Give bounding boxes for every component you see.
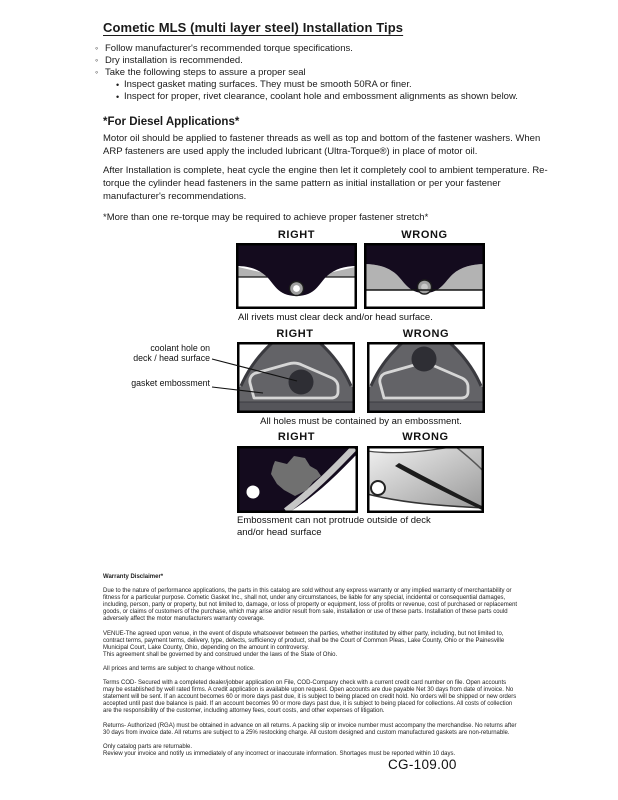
warranty-disclaimer-heading: Warranty Disclaimer*	[103, 574, 164, 580]
prices-terms-line: All prices and terms are subject to change without notice.	[103, 665, 255, 672]
fig1-right-diagram	[236, 243, 357, 309]
list-item: • Inspect for proper, rivet clearance, coolant hole and embossment alignments as shown below.	[116, 91, 555, 103]
list-item: ◦ Take the following steps to assure a proper seal	[95, 67, 555, 79]
diesel-paragraph-3: *More than one re-torque may be required to achieve proper fastener stretch*	[103, 212, 429, 223]
fig2-callout-coolant-hole: coolant hole on deck / head surface	[133, 343, 210, 363]
fig2-wrong-label: WRONG	[402, 328, 450, 340]
page-title: Cometic MLS (multi layer steel) Installation Tips	[103, 20, 404, 35]
fig1-right-label: RIGHT	[277, 229, 316, 241]
installation-tips-list	[95, 43, 555, 103]
disclaimer-paragraph: Due to the nature of performance applications, the parts in this catalog are sold without any express warranty or any implied warranty of merchantability or fitness for a particular purpose. Cometic Gasket Inc., shall not, under any circumstances, be liable for any special, incidental or consequential damages, including, person, party or property, but not limited to, damage, or loss of property or equipment, loss of profits or revenue, cost of purchased or replacement goods, or claims of customers of the purchase, which may arise and/or result from sale, installation or use of these parts. Installation of these parts could adversely affect the motor manufacturers warranty coverage.	[103, 588, 518, 623]
fig2-callout-lines	[110, 340, 370, 400]
warranty-disclaimer-block	[103, 574, 519, 765]
fig3-right-diagram	[237, 446, 358, 513]
list-item: ◦ Follow manufacturer's recommended torque specifications.	[95, 43, 555, 55]
venue-paragraph: VENUE-The agreed upon venue, in the event of dispute whatsoever between the parties, whether instituted by either party, including, but not limited to, contract terms, payment terms, delivery, type, defects, sufficiency of product, shall be the Court of Common Pleas, Lake County, Ohio or the Painesville Municipal Court, Lake County, Ohio, depending on the amount in controversy.	[103, 630, 505, 651]
diesel-applications-heading: *For Diesel Applications*	[103, 116, 240, 128]
fig3-wrong-label: WRONG	[402, 431, 449, 443]
fig2-caption: All holes must be contained by an embossment.	[260, 416, 462, 427]
catalog-parts-line: Only catalog parts are returnable.	[103, 743, 193, 750]
fig3-caption: Embossment can not protrude outside of deck and/or head surface	[237, 515, 431, 538]
fig1-wrong-label: WRONG	[401, 229, 448, 241]
returns-paragraph: Returns- Authorized (RGA) must be obtained in advance on all returns. A packing slip or invoice number must accompany the merchandise. No returns after 30 days from invoice date. All returns are subject to a 25% restocking charge. All custom designed and custom manufactured gaskets are non-returnable.	[103, 722, 517, 736]
page-code: CG-109.00	[388, 757, 457, 772]
fig2-wrong-diagram	[367, 342, 485, 413]
list-item: ◦ Dry installation is recommended.	[95, 55, 555, 67]
diesel-paragraph-2: After Installation is complete, heat cycle the engine then let it completely cool to ambient temperature. Re-torque the cylinder head fasteners in the same pattern as initial installation or per your fastener manufacturer's recommendations.	[103, 165, 548, 202]
fig1-wrong-diagram	[364, 243, 485, 309]
fig3-right-label: RIGHT	[277, 431, 316, 443]
fig3-wrong-diagram	[367, 446, 484, 513]
fig2-callout-gasket-embossment: gasket embossment	[131, 378, 210, 388]
terms-cod-paragraph: Terms COD- Secured with a completed dealer/jobber application on File, COD-Company check with a current credit card number on file. Open accounts may be established by well rated firms. A credit application is available upon request. Open accounts are due payable Net 30 days from date of invoice. No statement will be sent. If an account becomes 60 or more days past due, it is subject to being placed on credit hold. No orders will be shipped or new orders accepted until past due balance is paid. If an account becomes 90 or more days past due, it is subject to being placed for collections. All costs of collection are the responsibility of the customer, including attorney fees, court costs, and other expenses of litigation.	[103, 680, 517, 715]
diesel-paragraph-1: Motor oil should be applied to fastener threads as well as top and bottom of the fastener washers. When ARP fasteners are used apply the included lubricant (Ultra-Torque®) in place of motor oil.	[103, 133, 541, 157]
fig2-right-label: RIGHT	[276, 328, 314, 340]
review-invoice-line: Review your invoice and notify us immediately of any incorrect or inaccurate information. Shortages must be reported within 10 days.	[103, 750, 456, 757]
fig1-caption: All rivets must clear deck and/or head surface.	[238, 312, 433, 323]
governing-law-line: This agreement shall be governed by and construed under the laws of the State of Ohio.	[103, 651, 338, 658]
list-item: • Inspect gasket mating surfaces. They must be smooth 50RA or finer.	[116, 79, 555, 91]
